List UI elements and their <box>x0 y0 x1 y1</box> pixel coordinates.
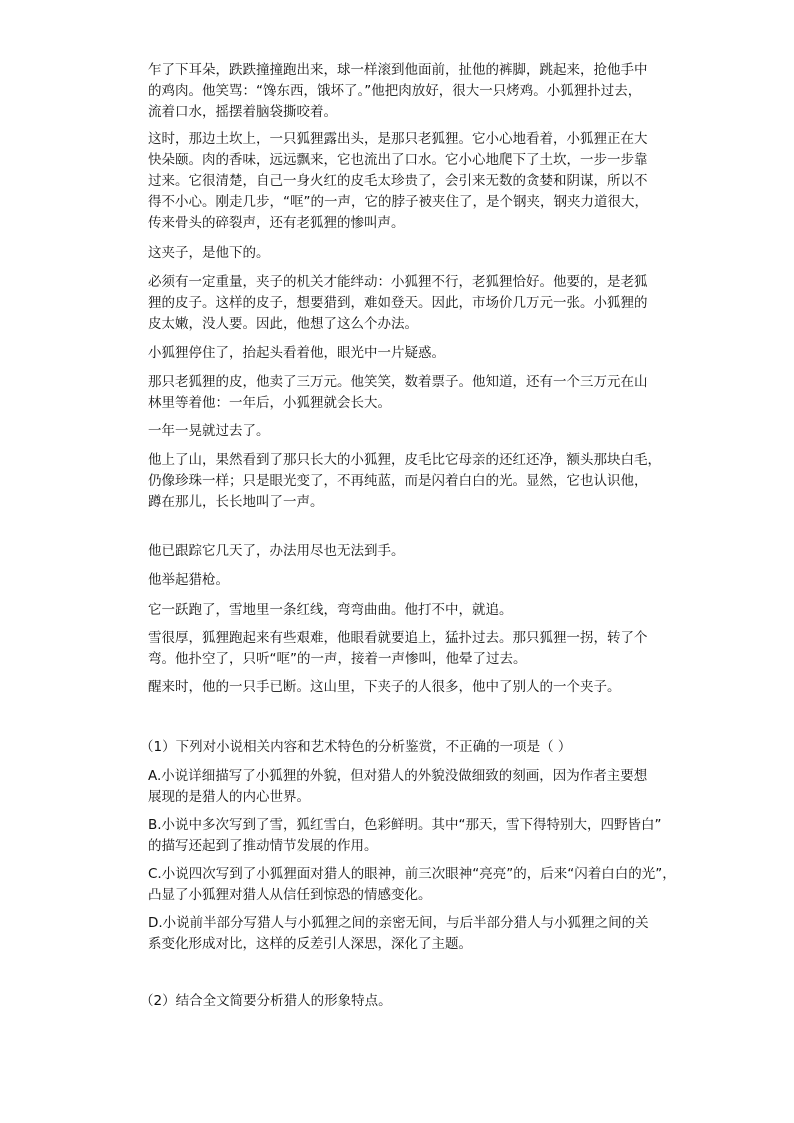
text-line: 林里等着他：一年后，小狐狸就会长大。 <box>148 395 391 411</box>
option-c <box>148 864 676 906</box>
text-line: 乍了下耳朵，跌跌撞撞跑出来，球一样滚到他面前，扯他的裤脚，跳起来，抢他手中 <box>148 62 648 78</box>
text-line: 弯。他扑空了，只听“哐”的一声，接着一声惨叫，他晕了过去。 <box>148 651 527 667</box>
story-paragraph <box>148 541 668 562</box>
text-line: （1）下列对小说相关内容和艺术特色的分析鉴赏，不正确的一项是（ ） <box>140 739 572 755</box>
text-line: D.小说前半部分写猎人与小狐狸之间的亲密无间，与后半部分猎人与小狐狸之间的关 <box>148 915 649 931</box>
text-line: 一年一晃就过去了。 <box>148 423 270 439</box>
text-line: 它一跃跑了，雪地里一条红线，弯弯曲曲。他打不中，就追。 <box>148 602 513 618</box>
story-paragraph <box>148 243 668 264</box>
text-line: 的鸡肉。他笑骂：“馋东西，饿坏了。”他把肉放好，很大一只烤鸡。小狐狸扑过去， <box>148 83 642 99</box>
story-paragraph <box>148 600 668 621</box>
text-line: 他已跟踪它几天了，办法用尽也无法到手。 <box>148 543 405 559</box>
text-line: 蹲在那儿，长长地叫了一声。 <box>148 494 324 510</box>
story-paragraph <box>148 628 668 670</box>
text-line: 必须有一定重量，夹子的机关才能绊动：小狐狸不行，老狐狸恰好。他要的，是老狐 <box>148 274 648 290</box>
text-line: 仍像珍珠一样；只是眼光变了，不再纯蓝，而是闪着白白的光。显然，它也认识他， <box>148 473 648 489</box>
text-line: 传来骨头的碎裂声，还有老狐狸的惨叫声。 <box>148 215 405 231</box>
text-line: 狸的皮子。这样的皮子，想要猎到，难如登天。因此，市场价几万元一张。小狐狸的 <box>148 295 648 311</box>
option-a <box>148 766 668 808</box>
story-paragraph <box>148 343 668 364</box>
text-line: 这夹子，是他下的。 <box>148 245 270 261</box>
text-line: （2）结合全文简要分析猎人的形象特点。 <box>140 993 392 1009</box>
text-line: 的描写还起到了推动情节发展的作用。 <box>148 838 378 854</box>
text-line: 过来。它很清楚，自己一身火红的皮毛太珍贵了，会引来无数的贪婪和阴谋，所以不 <box>148 173 648 189</box>
text-line: 快朵颐。肉的香味，远远飘来，它也流出了口水。它小心地爬下了土坎，一步一步靠 <box>148 152 648 168</box>
text-line: B.小说中多次写到了雪，狐红雪白，色彩鲜明。其中“那天，雪下得特别大，四野皆白” <box>148 817 662 833</box>
text-line: 小狐狸停住了，抬起头看着他，眼光中一片疑惑。 <box>148 345 445 361</box>
option-d <box>148 913 668 955</box>
text-line: 流着口水，摇摆着脑袋撕咬着。 <box>148 104 337 120</box>
text-line: C.小说四次写到了小狐狸面对猎人的眼神，前三次眼神“亮亮”的，后来“闪着白白的光”， <box>148 866 676 882</box>
text-line: 展现的是猎人的内心世界。 <box>148 789 310 805</box>
story-paragraph <box>148 272 668 335</box>
text-line: 这时，那边土坎上，一只狐狸露出头，是那只老狐狸。它小心地看着，小狐狸正在大 <box>148 131 648 147</box>
story-paragraph <box>148 372 668 414</box>
story-paragraph <box>148 60 668 123</box>
question-2-stem <box>140 991 660 1012</box>
story-paragraph <box>148 570 668 591</box>
question-1-stem <box>140 737 660 758</box>
text-line: A.小说详细描写了小狐狸的外貌，但对猎人的外貌没做细致的刻画，因为作者主要想 <box>148 768 648 784</box>
text-line: 凸显了小狐狸对猎人从信任到惊恐的情感变化。 <box>148 887 432 903</box>
option-b <box>148 815 668 857</box>
text-line: 他上了山，果然看到了那只长大的小狐狸，皮毛比它母亲的还红还净，额头那块白毛， <box>148 452 661 468</box>
story-paragraph <box>148 450 668 513</box>
text-line: 那只老狐狸的皮，他卖了三万元。他笑笑，数着票子。他知道，还有一个三万元在山 <box>148 374 648 390</box>
text-line: 皮太嫩，没人要。因此，他想了这么个办法。 <box>148 316 418 332</box>
text-line: 系变化形成对比，这样的反差引人深思，深化了主题。 <box>148 936 472 952</box>
text-line: 醒来时，他的一只手已断。这山里，下夹子的人很多，他中了别人的一个夹子。 <box>148 679 621 695</box>
text-line: 他举起猎枪。 <box>148 572 229 588</box>
story-paragraph <box>148 421 668 442</box>
story-paragraph <box>148 677 668 698</box>
text-line: 雪很厚，狐狸跑起来有些艰难，他眼看就要追上，猛扑过去。那只狐狸一拐，转了个 <box>148 630 648 646</box>
story-paragraph <box>148 129 668 234</box>
text-line: 得不小心。刚走几步，“哐”的一声，它的脖子被夹住了，是个钢夹，钢夹力道很大， <box>148 194 648 210</box>
